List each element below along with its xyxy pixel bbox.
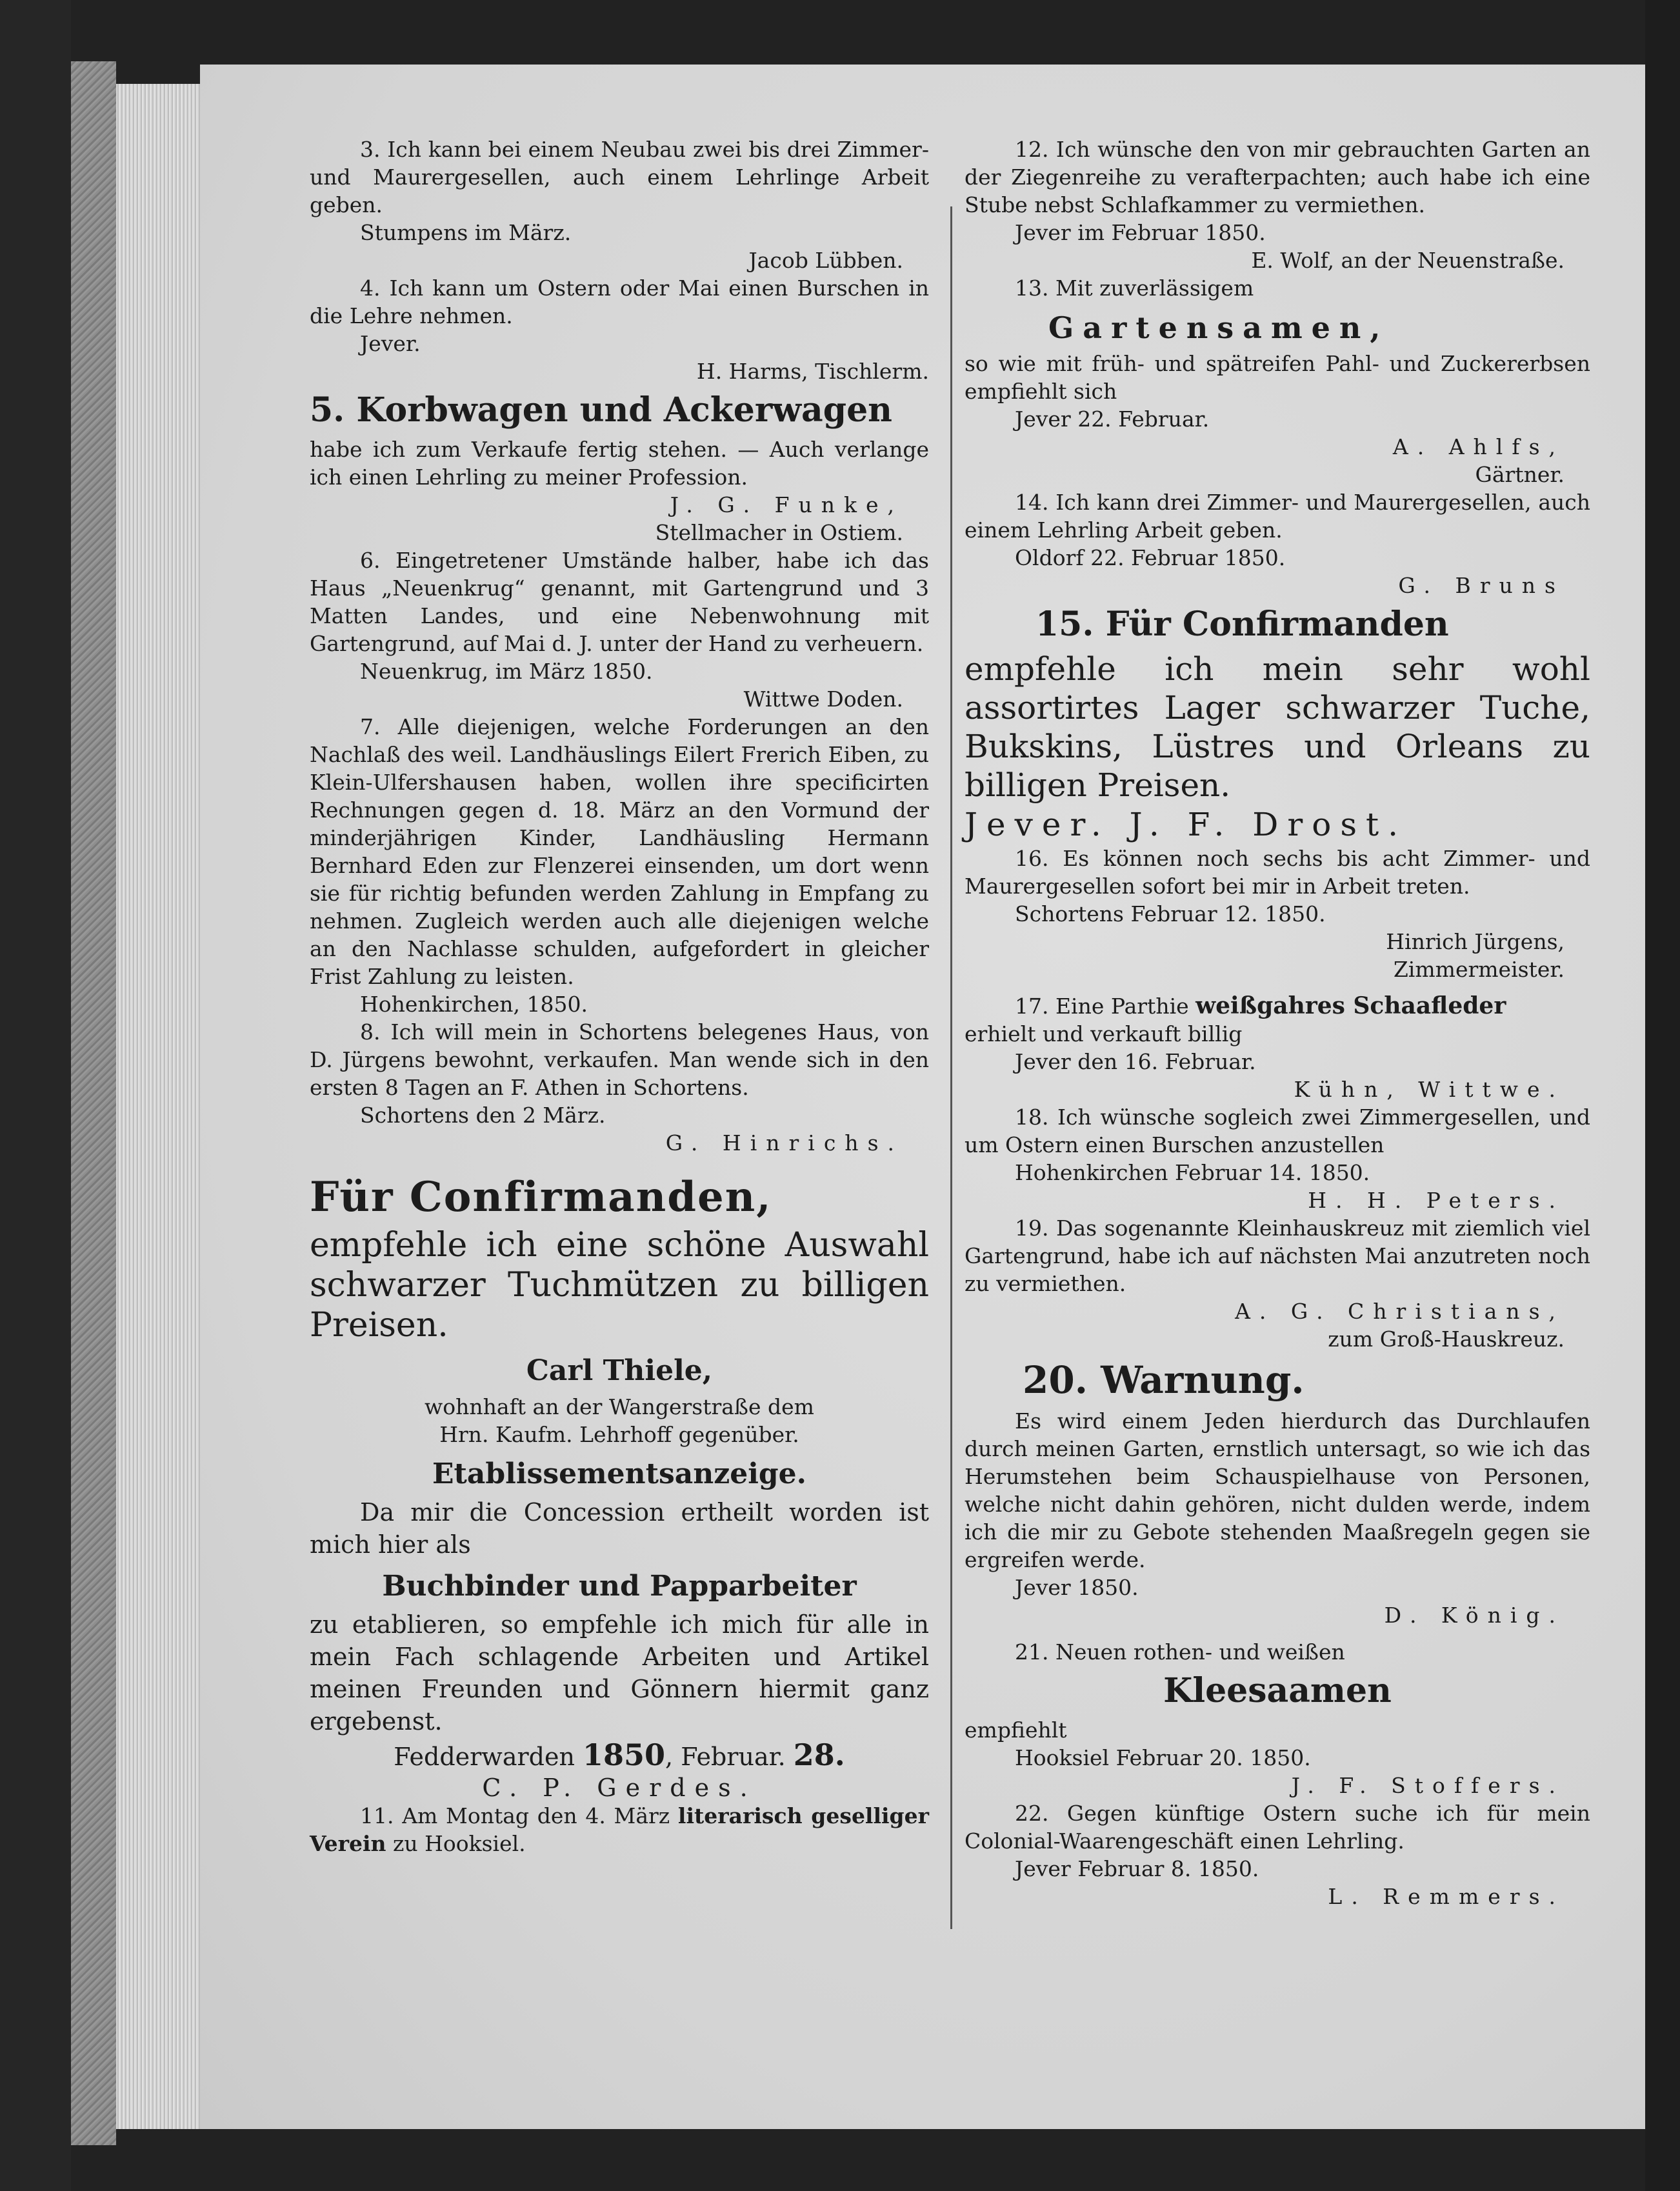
ad-16-place: Schortens Februar 12. 1850. — [1015, 901, 1326, 926]
ad-22-text: 22. Gegen künftige Ostern suche ich für mein Colonial-Waarengeschäft einen Lehrling. — [965, 1801, 1590, 1854]
ad-21-place: Hooksiel Februar 20. 1850. — [1015, 1745, 1311, 1770]
page-edges — [116, 84, 200, 2129]
book-cover-board — [71, 61, 116, 2145]
confirmanden-text: empfehle ich eine schöne Auswahl schwarzer Tuchmützen zu billigen Preisen. — [310, 1226, 929, 1345]
ad-4-place: Jever. — [360, 331, 421, 356]
ad-21-heading: Kleesaamen — [1163, 1671, 1392, 1710]
ad-6-signature: Wittwe Doden. — [743, 686, 903, 712]
ad-20-place: Jever 1850. — [1015, 1575, 1139, 1600]
ad-13-signature-name: A. Ahlfs, — [1392, 434, 1565, 459]
ad-8-text: 8. Ich will mein in Schortens belegenes Haus, von D. Jürgens bewohnt, verkaufen. Man wende sich in den ersten 8 Tagen an F. Athen in Schortens. — [310, 1019, 929, 1100]
ad-12-signature: E. Wolf, an der Neuenstraße. — [1251, 248, 1565, 273]
etablissement-place-day: 28. — [793, 1737, 845, 1772]
ad-11-text — [310, 1802, 929, 1857]
ad-17-a: 17. Eine Parthie — [1015, 994, 1196, 1019]
ad-11-b: literarisch geselliger Verein — [310, 1803, 929, 1856]
etablissement-place-year: 1850 — [583, 1737, 666, 1772]
ad-11-c: zu Hooksiel. — [386, 1831, 526, 1856]
ad-18-signature: H. H. Peters. — [1308, 1188, 1565, 1213]
ad-5-heading: 5. Korbwagen und Ackerwagen — [310, 390, 892, 430]
etablissement-place-b: , Februar. — [665, 1743, 794, 1771]
etablissement-text-1: Da mir die Concession ertheilt worden ist mich hier als — [310, 1498, 929, 1559]
confirmanden-heading: Für Confirmanden, — [310, 1173, 772, 1221]
ad-18-text: 18. Ich wünsche sogleich zwei Zimmergesellen, und um Ostern einen Burschen anzustellen — [965, 1105, 1590, 1157]
ad-13-text: so wie mit früh- und spätreifen Pahl- und Zuckererbsen empfiehlt sich — [965, 351, 1590, 404]
ad-14-text: 14. Ich kann drei Zimmer- und Maurergesellen, auch einem Lehrling Arbeit geben. — [965, 490, 1590, 543]
ad-18-place: Hohenkirchen Februar 14. 1850. — [1015, 1160, 1370, 1185]
ad-20-heading: 20. Warnung. — [1023, 1358, 1305, 1402]
ad-19-text: 19. Das sogenannte Kleinhauskreuz mit ziemlich viel Gartengrund, habe ich auf nächsten Mai anzutreten noch zu vermiethen. — [965, 1216, 1590, 1296]
ad-20-signature: D. König. — [1384, 1603, 1565, 1628]
ad-15-signature: Jever. J. F. Drost. — [965, 806, 1408, 843]
ad-11-a: 11. Am Montag den 4. März — [360, 1803, 678, 1828]
ad-6-text: 6. Eingetretener Umstände halber, habe ich das Haus „Neuenkrug“ genannt, mit Gartengrund und 3 Matten Landes, und eine Nebenwohnung mit Gartengrund, auf Mai d. J. unter der Hand zu verheuern. — [310, 548, 929, 656]
ad-3-signature: Jacob Lübben. — [748, 248, 903, 273]
ad-21-intro: 21. Neuen rothen- und weißen — [1015, 1639, 1345, 1665]
ad-22-place: Jever Februar 8. 1850. — [1015, 1856, 1259, 1881]
ad-8-signature: G. Hinrichs. — [665, 1130, 903, 1156]
ad-19-signature-name: A. G. Christians, — [1235, 1299, 1565, 1324]
ad-21-text: empfiehlt — [965, 1717, 1067, 1743]
ad-7-text: 7. Alle diejenigen, welche Forderungen an den Nachlaß des weil. Landhäuslings Eilert Frerich Eiben, zu Klein-Ulfershausen haben, wollen ihre specificirten Rechnungen gegen d. 18. März an den Vormund der minderjährigen Kinder, Landhäusling Hermann Bernhard Eden zur Flenzerei einsenden, um dort wenn sie für richtig befunden werden Zahlung in Empfang zu nehmen. Zugleich werden auch alle diejenigen welche an den Nachlasse schulden, aufgefordert in gleicher Frist Zahlung zu leisten. — [310, 714, 929, 989]
ad-17-place: Jever den 16. Februar. — [1015, 1049, 1256, 1074]
ad-13-signature-title: Gärtner. — [1475, 462, 1565, 487]
ad-19-signature-title: zum Groß-Hauskreuz. — [1328, 1326, 1565, 1352]
ad-15-heading: 15. Für Confirmanden — [1035, 605, 1449, 644]
ad-7-place: Hohenkirchen, 1850. — [360, 992, 588, 1017]
ad-3-text: 3. Ich kann bei einem Neubau zwei bis drei Zimmer- und Maurergesellen, auch einem Lehrlinge Arbeit geben. — [310, 137, 929, 217]
ad-14-signature: G. Bruns — [1398, 573, 1565, 598]
ad-5-signature-title: Stellmacher in Ostiem. — [655, 520, 903, 545]
ad-17-signature: Kühn, Wittwe. — [1294, 1077, 1565, 1102]
ad-22-signature: L. Remmers. — [1328, 1884, 1565, 1909]
etablissement-signature: C. P. Gerdes. — [482, 1774, 757, 1802]
ad-17-text — [965, 992, 1590, 1020]
left-column — [310, 135, 929, 1857]
ad-5-signature-name: J. G. Funke, — [670, 492, 903, 517]
confirmanden-name: Carl Thiele, — [526, 1354, 713, 1387]
ad-4-signature: H. Harms, Tischlerm. — [696, 359, 929, 384]
ad-4-text: 4. Ich kann um Ostern oder Mai einen Burschen in die Lehre nehmen. — [310, 275, 929, 328]
scan-border — [1645, 0, 1680, 2191]
confirmanden-address-2: Hrn. Kaufm. Lehrhoff gegenüber. — [439, 1422, 799, 1447]
etablissement-text-2: zu etablieren, so empfehle ich mich für alle in mein Fach schlagende Arbeiten und Artikel meinen Freunden und Gönnern hiermit ganz ergebenst. — [310, 1610, 929, 1736]
ad-8-place: Schortens den 2 März. — [360, 1103, 606, 1128]
book-spine — [0, 0, 71, 2191]
etablissement-place — [310, 1737, 929, 1774]
ad-15-text: empfehle ich mein sehr wohl assortirtes Lager schwarzer Tuche, Bukskins, Lüstres und Orleans zu billigen Preisen. — [965, 650, 1590, 804]
right-column — [965, 135, 1590, 1910]
ad-17-c: erhielt und verkauft billig — [965, 1021, 1243, 1046]
ad-13-heading: Gartensamen, — [1048, 310, 1390, 345]
ad-20-text: Es wird einem Jeden hierdurch das Durchlaufen durch meinen Garten, ernstlich untersagt, so wie ich das Herumstehen beim Schauspielhause von Personen, welche nicht dahin gehören, nicht dulden werde, indem ich die mir zu Gebote stehenden Maaßregeln gegen sie ergreifen werde. — [965, 1408, 1590, 1572]
column-rule — [950, 206, 952, 1929]
confirmanden-address-1: wohnhaft an der Wangerstraße dem — [425, 1394, 814, 1419]
etablissement-place-a: Fedderwarden — [394, 1743, 583, 1771]
ad-5-text: habe ich zum Verkaufe fertig stehen. — Auch verlange ich einen Lehrling zu meiner Profession. — [310, 437, 929, 490]
ad-13-intro: 13. Mit zuverlässigem — [1015, 275, 1254, 301]
ad-21-signature: J. F. Stoffers. — [1291, 1773, 1565, 1798]
ad-17-b: weißgahres Schaafleder — [1195, 992, 1506, 1019]
ad-14-place: Oldorf 22. Februar 1850. — [1015, 545, 1286, 570]
ad-12-text: 12. Ich wünsche den von mir gebrauchten Garten an der Ziegenreihe zu verafterpachten; auch habe ich eine Stube nebst Schlafkammer zu vermiethen. — [965, 137, 1590, 217]
ad-6-place: Neuenkrug, im März 1850. — [360, 659, 653, 684]
ad-16-text: 16. Es können noch sechs bis acht Zimmer- und Maurergesellen sofort bei mir in Arbeit treten. — [965, 846, 1590, 899]
ad-16-signature-name: Hinrich Jürgens, — [1386, 929, 1565, 954]
ad-16-signature-title: Zimmermeister. — [1393, 957, 1565, 982]
ad-12-place: Jever im Februar 1850. — [1015, 220, 1266, 245]
etablissement-trade: Buchbinder und Papparbeiter — [382, 1570, 857, 1603]
etablissement-heading: Etablissementsanzeige. — [432, 1457, 806, 1490]
ad-13-place: Jever 22. Februar. — [1015, 406, 1210, 432]
ad-3-place: Stumpens im März. — [360, 220, 572, 245]
